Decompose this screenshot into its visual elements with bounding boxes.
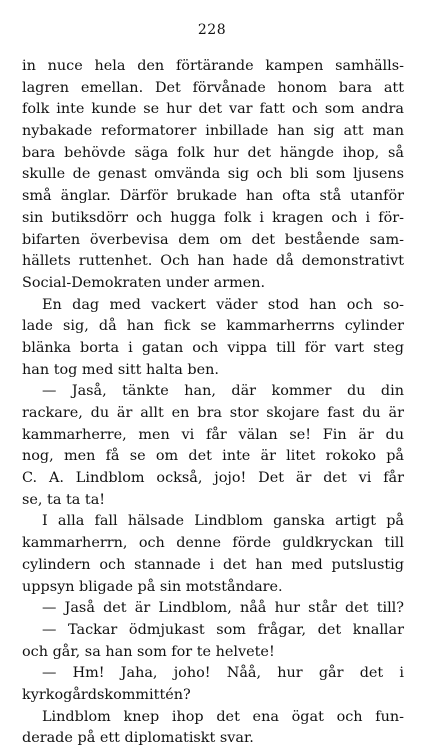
text-line: nybakade reformatorer inbillade han sig att man xyxy=(22,123,404,140)
text-line: Lindblom knep ihop det ena ögat och fun- xyxy=(42,708,404,725)
text-line: — Jaså det är Lindblom, nåå hur står det till? xyxy=(42,600,404,617)
text-line: hällets ruttenhet. Och han hade då demonstrativt xyxy=(22,253,404,270)
text-line: I alla fall hälsade Lindblom ganska artigt på xyxy=(42,513,404,530)
text-line: lagren emellan. Det förvånade honom bara att xyxy=(22,79,404,96)
text-line: in nuce hela den förtärande kampen samhälls- xyxy=(22,58,404,74)
text-line: lade sig, då han fick se kammarherrns cylinder xyxy=(22,318,404,335)
text-line: och går, sa han som for te helvete! xyxy=(22,643,275,660)
text-line: cylindern och stannade i det han med putslustig xyxy=(22,556,404,573)
text-line: rackare, du är allt en bra stor skojare fast du är xyxy=(22,405,404,421)
text-line: kammarherrn, och denne förde guldkryckan till xyxy=(22,535,404,552)
text-line: derade på ett diplomatiskt svar. xyxy=(22,730,254,747)
text-line: folk inte kunde se hur det var fatt och som andra xyxy=(22,101,404,118)
text-line: — Hm! Jaha, joho! Nåå, hur går det i xyxy=(42,665,404,682)
text-line: små änglar. Därför brukade han ofta stå utanför xyxy=(22,188,404,205)
text-line: kyrkogårdskommittén? xyxy=(22,686,191,703)
text-line: — Tackar ödmjukast som frågar, det knallar xyxy=(42,621,404,638)
text-line: En dag med vackert väder stod han och so- xyxy=(42,296,404,313)
text-line: uppsyn bligade på sin motståndare. xyxy=(22,578,283,595)
body-text xyxy=(22,56,404,750)
text-line: kammarherre, men vi får välan se! Fin är du xyxy=(22,426,404,443)
text-line: sin butiksdörr och hugga folk i kragen och i för- xyxy=(22,209,404,226)
text-line: skulle de genast omvända sig och bli som ljusens xyxy=(22,166,404,183)
page-number: 228 xyxy=(197,22,227,38)
text-line: se, ta ta ta! xyxy=(22,491,106,508)
text-line: blänka borta i gatan och vippa till för vart steg xyxy=(22,339,404,356)
text-line: nog, men få se om det inte är litet rokoko på xyxy=(22,448,404,465)
text-line: — Jaså, tänkte han, där kommer du din xyxy=(42,383,404,400)
text-line: bifarten överbevisa dem om det bestående sam- xyxy=(22,231,404,248)
text-line: Social-Demokraten under armen. xyxy=(22,274,266,291)
text-line: han tog med sitt halta ben. xyxy=(22,361,219,378)
text-line: bara behövde säga folk hur det hängde ihop, så xyxy=(22,144,404,161)
text-line: C. A. Lindblom också, jojo! Det är det vi får xyxy=(22,470,404,487)
